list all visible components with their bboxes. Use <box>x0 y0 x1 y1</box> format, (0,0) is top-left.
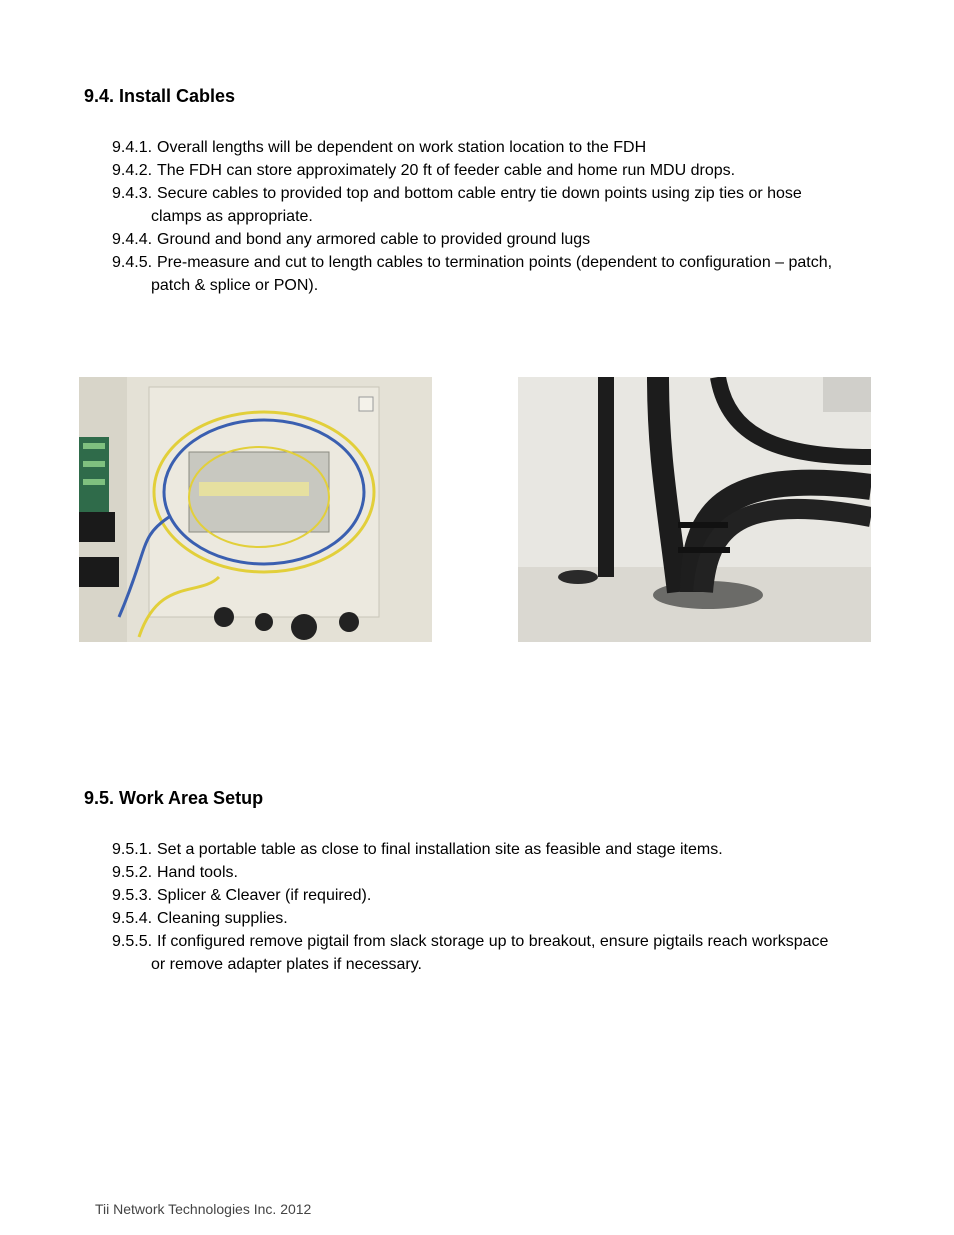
item-text: Hand tools. <box>157 864 238 881</box>
item-number: 9.4.2. <box>112 162 153 179</box>
item-text: The FDH can store approximately 20 ft of feeder cable and home run MDU drops. <box>157 162 736 179</box>
item-number: 9.5.5. <box>112 933 153 950</box>
list-item <box>112 930 912 976</box>
item-number: 9.4.3. <box>112 185 153 202</box>
install-cables-list <box>112 136 912 297</box>
item-number: 9.5.3. <box>112 887 153 904</box>
item-number: 9.4.4. <box>112 231 153 248</box>
item-text: Pre-measure and cut to length cables to termination points (dependent to configuration – patch, <box>157 254 833 271</box>
item-text: Ground and bond any armored cable to provided ground lugs <box>157 231 591 248</box>
item-number: 9.5.2. <box>112 864 153 881</box>
item-number: 9.5.1. <box>112 841 153 858</box>
list-item <box>112 182 912 228</box>
list-item <box>112 884 912 907</box>
item-number: 9.4.5. <box>112 254 153 271</box>
item-text-continued: clamps as appropriate. <box>151 208 313 225</box>
item-number: 9.5.4. <box>112 910 153 927</box>
item-text: Splicer & Cleaver (if required). <box>157 887 372 904</box>
page-footer: Tii Network Technologies Inc. 2012 <box>95 1201 312 1217</box>
list-item <box>112 228 912 251</box>
work-area-setup-list <box>112 838 912 976</box>
list-item <box>112 838 912 861</box>
item-text-continued: or remove adapter plates if necessary. <box>151 956 422 973</box>
section-heading-9-5: 9.5. Work Area Setup <box>84 788 264 808</box>
list-item <box>112 907 912 930</box>
list-item <box>112 159 912 182</box>
item-text: Secure cables to provided top and bottom cable entry tie down points using zip ties or hose <box>157 185 802 202</box>
photo-cable-entry <box>518 377 871 642</box>
item-text: Set a portable table as close to final installation site as feasible and stage items. <box>157 841 723 858</box>
section-heading-9-4: 9.4. Install Cables <box>84 86 236 106</box>
item-text-continued: patch & splice or PON). <box>151 277 319 294</box>
item-text: If configured remove pigtail from slack storage up to breakout, ensure pigtails reach workspace <box>157 933 829 950</box>
list-item <box>112 251 912 297</box>
item-text: Cleaning supplies. <box>157 910 288 927</box>
item-number: 9.4.1. <box>112 139 153 156</box>
list-item <box>112 861 912 884</box>
item-text: Overall lengths will be dependent on work station location to the FDH <box>157 139 647 156</box>
photo-fdh-cabinet-interior <box>79 377 432 642</box>
list-item <box>112 136 912 159</box>
